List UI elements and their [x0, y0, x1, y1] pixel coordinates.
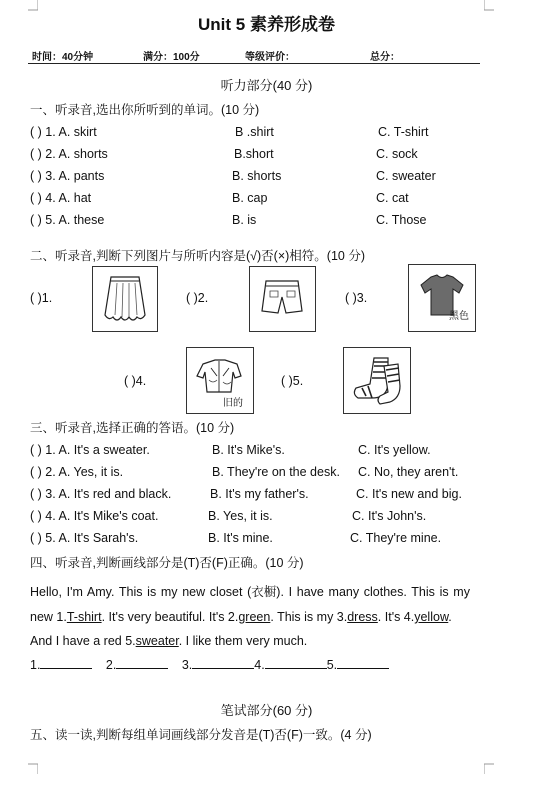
skirt-picture	[92, 266, 158, 332]
q4-blank-2[interactable]	[116, 656, 168, 669]
coat-caption: 旧的	[223, 398, 243, 409]
socks-picture	[343, 347, 411, 414]
corner-mark-bottom-right	[484, 760, 498, 774]
q3-row-5-c: C. They're mine.	[350, 531, 442, 545]
q2-label-4: ( )4.	[124, 374, 147, 388]
q1-row-3-a: ( ) 3. A. pants	[30, 169, 105, 183]
q4-word-1: T-shirt	[66, 610, 102, 624]
meta-grade: 等级评价：	[245, 52, 295, 63]
q4-blank-1[interactable]	[40, 656, 92, 669]
q4-word-4: yellow	[414, 610, 449, 624]
q1-row-3-c: C. sweater	[376, 169, 436, 183]
q4-text-c: . This is my 3.	[270, 610, 348, 624]
q4-passage-line-2	[30, 610, 482, 624]
q1-row-2-b: B.short	[234, 147, 274, 161]
q1-row-4-b: B. cap	[232, 191, 268, 205]
q2-label-1: ( )1.	[30, 291, 53, 305]
q1-title: 一、听录音,选出你所听到的单词。(10 分)	[30, 103, 260, 117]
q3-row-1-b: B. It's Mike's.	[212, 443, 285, 457]
coat-picture	[186, 347, 254, 414]
q3-row-3-a: ( ) 3. A. It's red and black.	[30, 487, 172, 501]
q4-blank-3[interactable]	[192, 656, 254, 669]
q1-row-1-a: ( ) 1. A. skirt	[30, 125, 97, 139]
q3-row-2-b: B. They're on the desk.	[212, 465, 340, 479]
q4-text-d: . It's 4.	[377, 610, 415, 624]
q4-blank-5[interactable]	[337, 656, 389, 669]
q4-answer-blanks	[30, 656, 389, 672]
q4-text-g: . I like them very much.	[178, 634, 308, 648]
q4-blank-label-4: 4.	[254, 658, 265, 672]
q3-row-4-c: C. It's John's.	[352, 509, 427, 523]
written-heading: 笔试部分(60 分)	[220, 703, 313, 718]
q2-label-2: ( )2.	[186, 291, 209, 305]
meta-total: 总分：	[370, 52, 400, 63]
q3-row-5-a: ( ) 5. A. It's Sarah's.	[30, 531, 139, 545]
skirt-icon	[93, 267, 157, 331]
meta-score: 满分：100分	[143, 52, 200, 63]
q4-text-e: .	[448, 610, 452, 624]
q4-blank-4[interactable]	[265, 656, 327, 669]
header-divider	[28, 63, 480, 64]
q4-passage-line-1: Hello, I'm Amy. This is my new closet (衣橱). I have many clothes. This is my	[30, 585, 470, 599]
q4-word-3: dress	[347, 610, 378, 624]
q4-blank-label-2: 2.	[105, 658, 117, 672]
q1-row-4-a: ( ) 4. A. hat	[30, 191, 92, 205]
q1-row-5-c: C. Those	[376, 213, 427, 227]
q4-blank-label-5: 5.	[326, 658, 338, 672]
q4-text-a: new 1.	[30, 610, 67, 624]
q4-passage-line-3	[30, 634, 482, 648]
q4-blank-label-1: 1.	[30, 658, 41, 672]
q3-row-3-c: C. It's new and big.	[356, 487, 462, 501]
q4-title: 四、听录音,判断画线部分是(T)否(F)正确。(10 分)	[30, 556, 304, 570]
meta-time: 时间：40分钟	[32, 52, 94, 63]
tshirt-picture	[408, 264, 476, 332]
q4-text-b: . It's very beautiful. It's 2.	[101, 610, 239, 624]
q3-row-1-c: C. It's yellow.	[358, 443, 431, 457]
q3-row-2-a: ( ) 2. A. Yes, it is.	[30, 465, 124, 479]
q3-row-4-b: B. Yes, it is.	[208, 509, 273, 523]
q1-row-2-a: ( ) 2. A. shorts	[30, 147, 108, 161]
q3-row-5-b: B. It's mine.	[208, 531, 273, 545]
q4-blank-label-3: 3.	[181, 658, 193, 672]
q4-word-5: sweater	[135, 634, 179, 648]
q2-label-3: ( )3.	[345, 291, 368, 305]
tshirt-caption: 黑色	[449, 311, 469, 322]
q1-row-1-b: B .shirt	[235, 125, 274, 139]
q5-title: 五、读一读,判断每组单词画线部分发音是(T)否(F)一致。(4 分)	[30, 728, 372, 742]
q1-row-1-c: C. T-shirt	[378, 125, 429, 139]
q3-row-4-a: ( ) 4. A. It's Mike's coat.	[30, 509, 159, 523]
q3-title: 三、听录音,选择正确的答语。(10 分)	[30, 421, 235, 435]
q1-row-5-b: B. is	[232, 213, 257, 227]
shorts-picture	[249, 266, 316, 332]
q1-row-4-c: C. cat	[376, 191, 409, 205]
corner-mark-bottom-left	[24, 760, 38, 774]
q3-row-3-b: B. It's my father's.	[210, 487, 309, 501]
q3-row-2-c: C. No, they aren't.	[358, 465, 459, 479]
socks-icon	[344, 348, 410, 413]
listening-heading: 听力部分(40 分)	[220, 78, 313, 93]
q4-text-f: And I have a red 5.	[30, 634, 136, 648]
coat-icon	[187, 348, 253, 413]
q1-row-2-c: C. sock	[376, 147, 418, 161]
q4-word-2: green	[238, 610, 271, 624]
q3-row-1-a: ( ) 1. A. It's a sweater.	[30, 443, 150, 457]
q2-label-5: ( )5.	[281, 374, 304, 388]
q1-row-3-b: B. shorts	[232, 169, 282, 183]
shorts-icon	[250, 267, 315, 331]
q1-row-5-a: ( ) 5. A. these	[30, 213, 105, 227]
q2-title: 二、听录音,判断下列图片与所听内容是(√)否(×)相符。(10 分)	[30, 249, 365, 263]
page-title: Unit 5 素养形成卷	[198, 15, 335, 34]
